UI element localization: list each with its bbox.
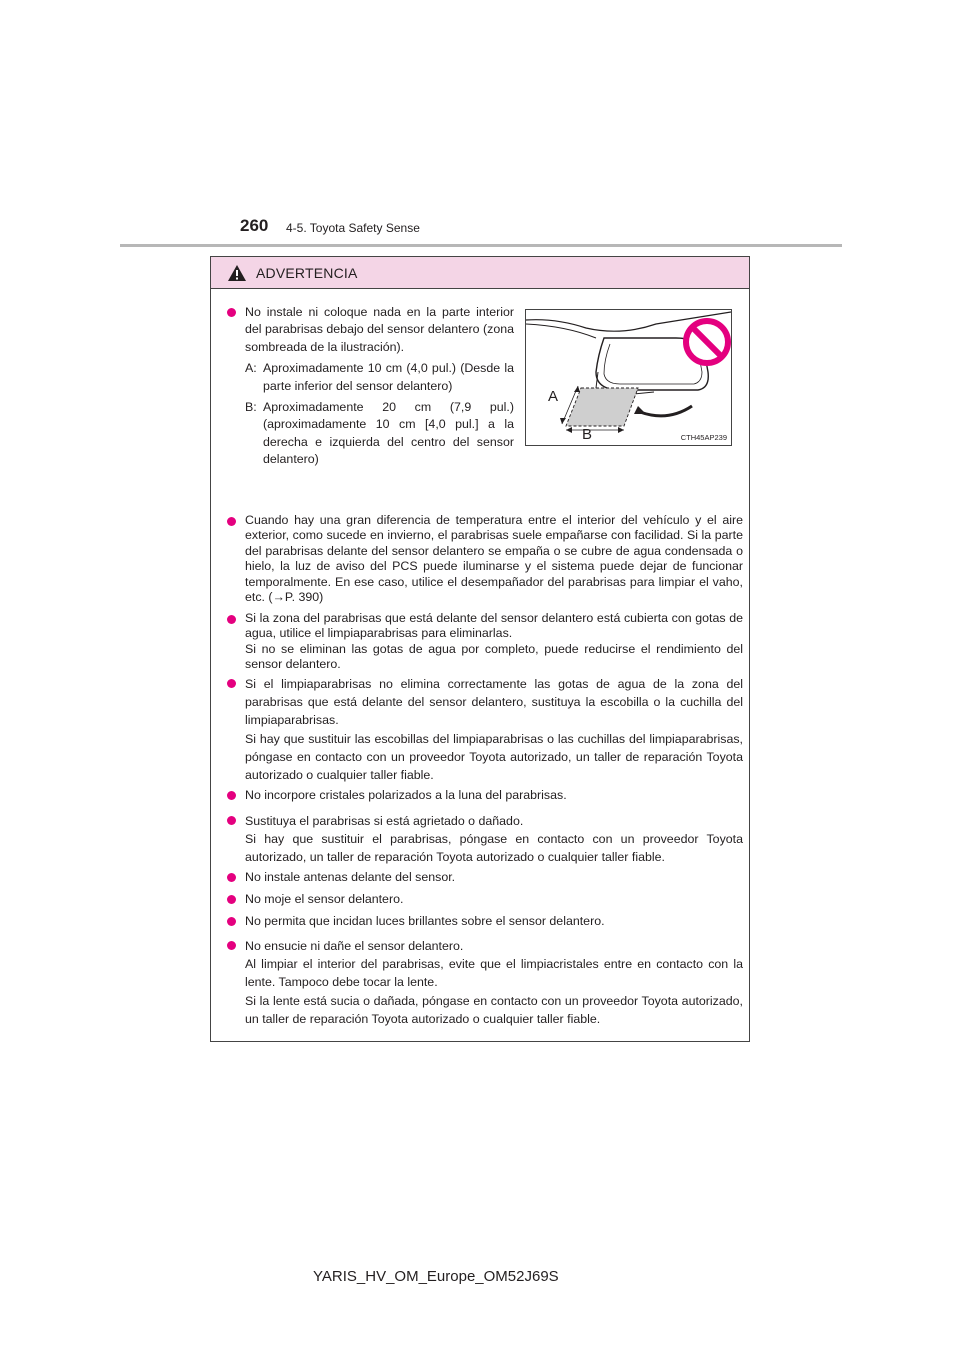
warning-item [227, 913, 743, 930]
item-text-2: Si no se eliminan las gotas de agua por completo, puede reducirse el rendimiento del sensor delantero. [245, 641, 743, 672]
figure-code: CTH45AP239 [680, 433, 727, 442]
item-text: No moje el sensor delantero. [245, 892, 404, 906]
item-text: Si la zona del parabrisas que está delante del sensor delantero está cubierta con gotas de agua, utilice el limpiaparabrisas para eliminarlas. [245, 611, 743, 641]
item-text: No instale ni coloque nada en la parte interior del parabrisas debajo del sensor delantero (zona sombreada de la ilustración). [245, 305, 514, 354]
item-text: Sustituya el parabrisas si está agrietado o dañado. [245, 814, 524, 828]
warning-item [227, 513, 743, 605]
warning-triangle-icon [227, 264, 247, 282]
warning-header [211, 257, 749, 289]
item-text: Si el limpiaparabrisas no elimina correctamente las gotas de agua de la zona del parabrisas que está delante del sensor delantero, sustituya la escobilla o la cuchilla del limpiaparabrisas. [245, 677, 743, 728]
item-text-3: Si la lente está sucia o dañada, póngase en contacto con un proveedor Toyota autorizado, un taller de reparación Toyota autorizado o cualquier taller fiable. [245, 993, 743, 1026]
item-text-2: Al limpiar el interior del parabrisas, evite que el limpiacristales entre en contacto con la lente. Tampoco debe tocar la lente. [245, 957, 743, 990]
bullet-icon [227, 615, 236, 624]
label-b: B [582, 426, 593, 443]
item-text: No ensucie ni dañe el sensor delantero. [245, 939, 464, 953]
sensor-illustration [525, 309, 732, 446]
windshield-sensor-diagram [526, 310, 731, 445]
warning-item [227, 304, 514, 469]
page-number: 260 [240, 216, 269, 235]
warning-item [227, 869, 743, 886]
section-title: 4-5. Toyota Safety Sense [286, 221, 420, 235]
bullet-icon [227, 816, 236, 825]
item-text: Cuando hay una gran diferencia de temperatura entre el interior del vehículo y el aire exterior, como sucede en invierno, el parabrisas suele empañarse con facilidad. Si la parte del parabrisas delante del sensor delantero se empaña o se cubre de agua condensada o hielo, la luz de aviso del PCS puede iluminarse y el sistema puede dejar de funcionar temporalmente. En ese caso, utilice el desempañador del parabrisas para limpiar el vaho, etc. (→P. 390) [245, 513, 743, 605]
warning-item [227, 611, 743, 673]
bullet-icon [227, 895, 236, 904]
warning-title: ADVERTENCIA [256, 265, 358, 281]
item-text-2: Si hay que sustituir el parabrisas, póngase en contacto con un proveedor Toyota autorizado, un taller de reparación Toyota autorizado o cualquier taller fiable. [245, 832, 743, 865]
item-text-2: Si hay que sustituir las escobillas del limpiaparabrisas o las cuchillas del limpiaparabrisas, póngase en contacto con un proveedor Toyota autorizado, un taller de reparación Toyota autorizado o cualquier taller fiable. [245, 731, 743, 783]
bullet-icon [227, 917, 236, 926]
warning-item [227, 937, 743, 1028]
warning-item [227, 812, 743, 867]
warning-box [210, 256, 750, 1042]
sub-item-label: A: [245, 361, 257, 376]
bullet-icon [227, 941, 236, 950]
sub-item-b [245, 399, 514, 469]
warning-item [227, 675, 743, 784]
sub-item-label: B: [245, 400, 257, 415]
bullet-icon [227, 791, 236, 800]
warning-item [227, 787, 743, 804]
sub-item-text: Aproximadamente 20 cm (7,9 pul.) (aproximadamente 10 cm [4,0 pul.] a la derecha e izquierda del centro del sensor delantero) [263, 400, 514, 467]
document-id: YARIS_HV_OM_Europe_OM52J69S [313, 1268, 559, 1285]
bullet-icon [227, 517, 236, 526]
label-a: A [548, 388, 559, 405]
header-divider [120, 244, 842, 247]
bullet-icon [227, 873, 236, 882]
sub-item-text: Aproximadamente 10 cm (4,0 pul.) (Desde la parte inferior del sensor delantero) [263, 361, 514, 393]
item-text: No instale antenas delante del sensor. [245, 870, 456, 884]
warning-item [227, 891, 743, 908]
sub-item-a [245, 360, 514, 395]
bullet-icon [227, 308, 236, 317]
item-text: No permita que incidan luces brillantes sobre el sensor delantero. [245, 914, 605, 928]
bullet-icon [227, 679, 236, 688]
item-text: No incorpore cristales polarizados a la luna del parabrisas. [245, 788, 567, 802]
